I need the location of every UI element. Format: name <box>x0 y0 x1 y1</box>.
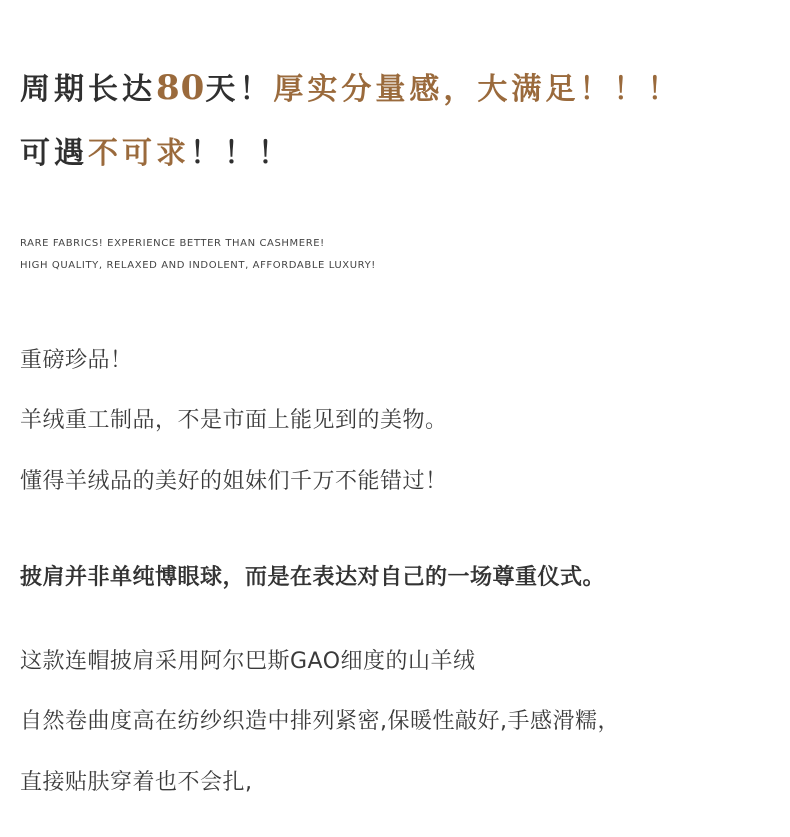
headline-suffix: 天！ <box>205 72 274 107</box>
headline-2-accent: 不可求 <box>88 136 190 171</box>
headline-2-suffix: ！！！ <box>190 136 292 171</box>
headline-accent: 厚实分量感，大满足！！！ <box>273 72 682 107</box>
body-paragraph-4: 这款连帽披肩采用阿尔巴斯GAO细度的山羊绒 <box>20 649 476 674</box>
body-paragraph-2: 羊绒重工制品，不是市面上能见到的美物。 <box>20 408 448 433</box>
body-paragraph-3: 懂得羊绒品的美好的姐妹们千万不能错过！ <box>20 469 448 494</box>
headline-number: 80 <box>156 68 206 108</box>
bold-statement: 披肩并非单纯博眼球，而是在表达对自己的一场尊重仪式。 <box>20 565 606 590</box>
body-paragraph-1: 重磅珍品！ <box>20 348 133 373</box>
body-paragraph-6: 直接贴肤穿着也不会扎, <box>20 770 253 795</box>
english-tagline-2: HIGH QUALITY, RELAXED AND INDOLENT, AFFORDABLE LUXURY! <box>20 260 376 271</box>
english-tagline-1: RARE FABRICS! EXPERIENCE BETTER THAN CASHMERE! <box>20 238 325 249</box>
body-paragraph-5: 自然卷曲度高在纺纱织造中排列紧密,保暖性敲好,手感滑糯， <box>20 709 620 734</box>
headline-2-prefix: 可遇 <box>20 136 88 171</box>
headline-line-1 <box>20 64 681 108</box>
headline-line-2 <box>20 128 292 172</box>
headline-prefix: 周期长达 <box>20 72 156 107</box>
